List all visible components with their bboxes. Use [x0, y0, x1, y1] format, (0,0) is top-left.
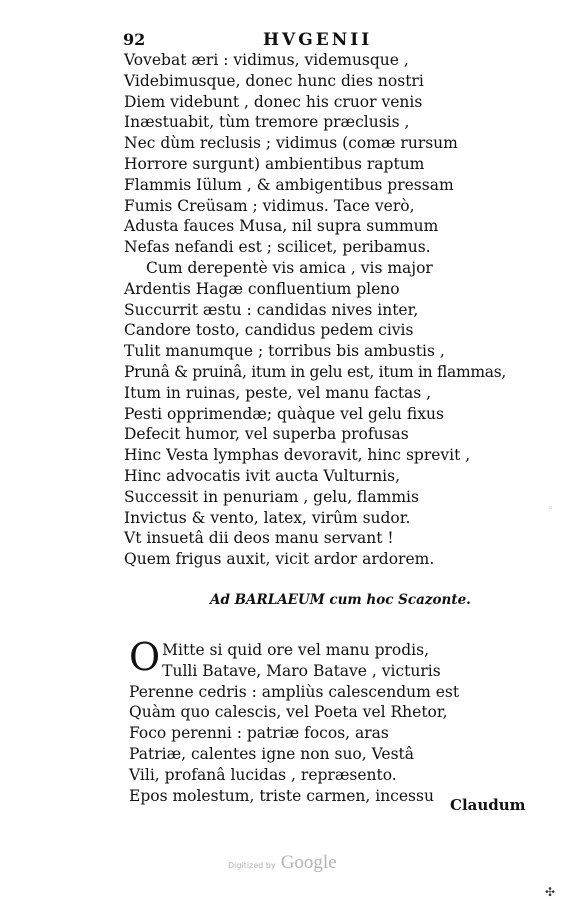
- drop-cap: O: [129, 635, 161, 679]
- poem-line: Cum derepentè vis amica , vis major: [146, 258, 433, 277]
- poem-line: Itum in ruinas, peste, vel manu factas ,: [124, 383, 432, 402]
- page-speck-mark: ◦: [548, 504, 554, 514]
- poem-line: Pesti opprimendæ; quàque vel gelu fixus: [124, 404, 444, 423]
- poem-line: Nec dùm reclusis ; vidimus (comæ rursum: [124, 134, 458, 153]
- poem-line: Patriæ, calentes igne non suo, Vestâ: [129, 744, 414, 763]
- poem-line: Prunâ & pruinâ, itum in gelu est, itum in flammas,: [124, 362, 506, 381]
- poem-line: Invictus & vento, latex, virûm sudor.: [124, 508, 411, 527]
- poem-first: [124, 50, 524, 570]
- poem-line: Inæstuabit, tùm tremore præclusis ,: [124, 113, 410, 132]
- poem-line-text: Mitte si quid ore vel manu prodis,: [162, 641, 430, 659]
- poem-line: Hinc advocatis ivit aucta Vulturnis,: [124, 466, 401, 485]
- running-title: HVGENII: [263, 30, 373, 50]
- poem-line: Foco perenni : patriæ focos, aras: [129, 724, 389, 743]
- poem-line: Perenne cedris : ampliùs calescendum est: [129, 682, 460, 701]
- running-header: [123, 30, 483, 52]
- poem-line: Hinc Vesta lymphas devoravit, hinc sprevit ,: [124, 446, 471, 465]
- digitization-watermark: [228, 852, 337, 874]
- poem-title: Ad BARLAEUM cum hoc Scazonte.: [210, 592, 471, 608]
- poem-line: Tulli Batave, Maro Batave , victuris: [162, 661, 441, 680]
- watermark-logo: Google: [280, 852, 337, 873]
- poem-line: Succurrit æstu : candidas nives inter,: [124, 300, 419, 319]
- poem-line: Vili, profanâ lucidas , repræsento.: [129, 765, 397, 784]
- catchword: Claudum: [450, 796, 526, 814]
- poem-line: Quem frigus auxit, vicit ardor ardorem.: [124, 550, 435, 569]
- poem-line: Candore tosto, candidus pedem civis: [124, 321, 414, 340]
- poem-line: Adusta fauces Musa, nil supra summum: [124, 217, 439, 236]
- poem-line: Videbimusque, donec hunc dies nostri: [124, 71, 424, 90]
- poem-second: [129, 635, 529, 806]
- poem-line: Defecit humor, vel superba profusas: [124, 425, 409, 444]
- poem-line: Ardentis Hagæ confluentium pleno: [124, 279, 400, 298]
- watermark-small-text: Digitized by: [228, 861, 276, 870]
- poem-line: Epos molestum, triste carmen, incessu: [129, 786, 434, 805]
- page-number: 92: [123, 30, 146, 49]
- corner-mark: ✣: [545, 885, 556, 899]
- poem-line: Horrore surgunt) ambientibus raptum: [124, 154, 425, 173]
- poem-line: Fumis Creüsam ; vidimus. Tace verò,: [124, 196, 415, 215]
- poem-line: Flammis Iülum , & ambigentibus pressam: [124, 175, 454, 194]
- poem-line: Quàm quo calescis, vel Poeta vel Rhetor,: [129, 703, 448, 722]
- poem-line: Vt insuetâ dii deos manu servant !: [124, 529, 394, 548]
- poem-line: Nefas nefandi est ; scilicet, peribamus.: [124, 238, 431, 257]
- poem-line: Diem videbunt , donec his cruor venis: [124, 92, 423, 111]
- poem-line: Successit in penuriam , gelu, flammis: [124, 487, 419, 506]
- poem-line: Tulit manumque ; torribus bis ambustis ,: [124, 342, 445, 361]
- poem-line: Vovebat æri : vidimus, videmusque ,: [124, 51, 409, 69]
